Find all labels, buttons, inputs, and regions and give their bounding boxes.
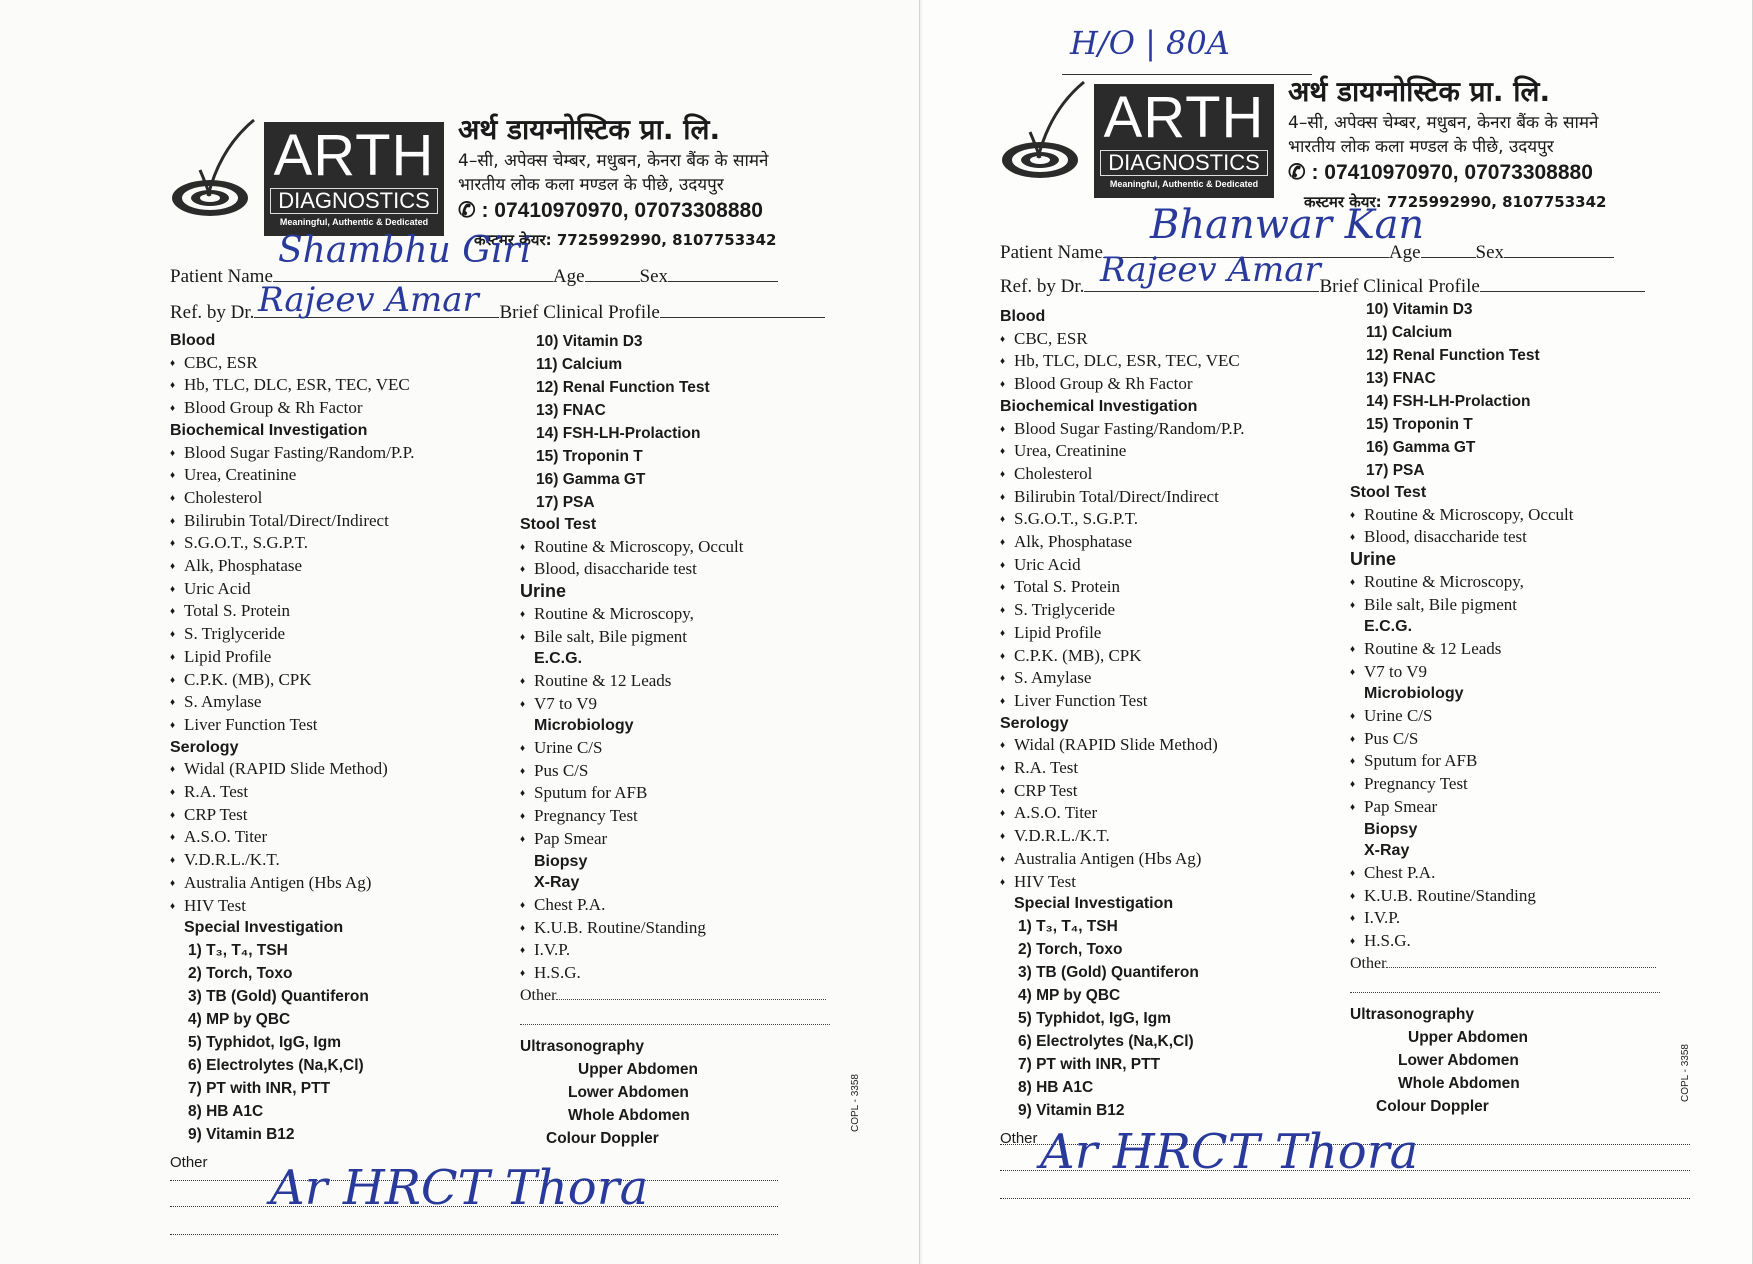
test-item: ♦ Uric Acid: [170, 578, 510, 601]
requisition-form: [170, 110, 870, 1240]
numbered-test: 8) HB A1C: [188, 1102, 264, 1120]
test-item: ♦ R.A. Test: [170, 781, 510, 804]
test-item: ♦ Hb, TLC, DLC, ESR, TEC, VEC: [170, 374, 510, 397]
numbered-test: 4) MP by QBC: [188, 1010, 291, 1028]
test-item: ♦ Bile salt, Bile pigment: [520, 626, 860, 649]
brand-subtitle: DIAGNOSTICS: [1100, 150, 1268, 176]
test-item: ♦ C.P.K. (MB), CPK: [170, 669, 510, 692]
test-item: ♦ Uric Acid: [1000, 554, 1340, 577]
usg-item: Colour Doppler: [1376, 1097, 1489, 1115]
other-label: Other: [1350, 953, 1690, 975]
section-heading: Special Investigation: [184, 919, 344, 937]
test-item: ♦ Hb, TLC, DLC, ESR, TEC, VEC: [1000, 350, 1340, 373]
test-item: ♦ Pregnancy Test: [1350, 773, 1690, 796]
age-label: Age: [552, 266, 585, 287]
test-item: ♦ Pregnancy Test: [520, 805, 860, 828]
test-item: ♦ Routine & Microscopy,: [520, 603, 860, 626]
test-item: ♦ V.D.R.L./K.T.: [170, 849, 510, 872]
test-column-left: [1000, 306, 1340, 1150]
section-heading: Blood: [1000, 308, 1046, 325]
customer-care: कस्टमर केयर: 7725992990, 8107753342: [1304, 193, 1607, 211]
clinical-profile-label: Brief Clinical Profile: [1319, 276, 1480, 297]
other-label: Other: [520, 985, 860, 1007]
test-item: ♦ S.G.O.T., S.G.P.T.: [1000, 508, 1340, 531]
test-item: ♦ Blood, disaccharide test: [520, 558, 860, 581]
patient-name-label: Patient Name: [170, 266, 273, 287]
test-column-right: [520, 330, 860, 1150]
handwritten-ref-doctor: Rajeev Amar: [1100, 250, 1321, 290]
test-item: ♦ Cholesterol: [170, 487, 510, 510]
customer-care: कस्टमर केयर: 7725992990, 8107753342: [474, 231, 777, 249]
handwritten-patient-name: Bhanwar Kan: [1150, 202, 1425, 248]
address-line-2: भारतीय लोक कला मण्डल के पीछे, उदयपुर: [1288, 137, 1554, 157]
test-item: ♦ V7 to V9: [520, 693, 860, 716]
numbered-test: 7) PT with INR, PTT: [188, 1079, 331, 1097]
brand-logo: [1094, 84, 1274, 198]
test-item: ♦ Routine & Microscopy,: [1350, 571, 1690, 594]
section-heading: Serology: [170, 738, 239, 756]
numbered-test: 17) PSA: [536, 494, 595, 511]
numbered-test: 15) Troponin T: [1366, 416, 1473, 433]
brand-tagline: Meaningful, Authentic & Dedicated: [279, 217, 429, 227]
numbered-test: 3) TB (Gold) Quantiferon: [188, 987, 369, 1005]
usg-item: Colour Doppler: [546, 1129, 659, 1147]
test-item: ♦ A.S.O. Titer: [170, 826, 510, 849]
test-item: ♦ R.A. Test: [1000, 757, 1340, 780]
numbered-test: 3) TB (Gold) Quantiferon: [1018, 963, 1199, 981]
phone-icon: ✆: [1288, 161, 1306, 184]
test-item: ♦ Widal (RAPID Slide Method): [170, 758, 510, 781]
test-item: ♦ A.S.O. Titer: [1000, 802, 1340, 825]
address-line-1: 4–सी, अपेक्स चेम्बर, मधुबन, केनरा बैंक के सामने: [1288, 113, 1599, 133]
test-item: ♦ S. Amylase: [170, 691, 510, 714]
section-heading: Ultrasonography: [1350, 1005, 1475, 1023]
handwritten-note: Ar HRCT Thora: [1040, 1124, 1419, 1180]
section-heading: E.C.G.: [1364, 618, 1413, 636]
test-item: ♦ Liver Function Test: [170, 714, 510, 737]
test-item: ♦ CRP Test: [170, 804, 510, 827]
handwritten-ref-doctor: Rajeev Amar: [258, 280, 479, 320]
numbered-test: 1) T₃, T₄, TSH: [1018, 917, 1118, 935]
numbered-test: 1) T₃, T₄, TSH: [188, 941, 288, 959]
section-heading: X-Ray: [534, 874, 580, 892]
brand-title: ARTH: [1103, 85, 1265, 150]
sex-label: Sex: [639, 266, 669, 287]
address-line-2: भारतीय लोक कला मण्डल के पीछे, उदयपुर: [458, 175, 724, 195]
test-item: ♦ CBC, ESR: [1000, 328, 1340, 351]
right-slip: [922, 0, 1753, 1264]
test-item: ♦ S.G.O.T., S.G.P.T.: [170, 532, 510, 555]
test-item: ♦ Urea, Creatinine: [1000, 440, 1340, 463]
test-item: ♦ H.S.G.: [1350, 930, 1690, 953]
numbered-test: 10) Vitamin D3: [1366, 301, 1473, 318]
section-heading: Urine: [1350, 549, 1397, 570]
brand-logo: [264, 122, 444, 236]
ref-doctor-row: [1000, 276, 1645, 298]
target-logo-icon: [170, 118, 256, 218]
test-item: ♦ K.U.B. Routine/Standing: [1350, 885, 1690, 908]
numbered-test: 13) FNAC: [1366, 370, 1436, 387]
test-item: ♦ Urea, Creatinine: [170, 464, 510, 487]
handwritten-patient-name: Shambhu Giri: [278, 230, 532, 271]
test-item: ♦ Sputum for AFB: [1350, 750, 1690, 773]
usg-item: Whole Abdomen: [568, 1106, 690, 1124]
usg-item: Whole Abdomen: [1398, 1074, 1520, 1092]
brand-title: ARTH: [273, 123, 435, 188]
test-item: ♦ CBC, ESR: [170, 352, 510, 375]
other-label: Other: [170, 1153, 208, 1171]
test-item: ♦ Routine & 12 Leads: [520, 670, 860, 693]
numbered-test: 8) HB A1C: [1018, 1078, 1094, 1096]
numbered-test: 5) Typhidot, IgG, Igm: [1018, 1009, 1171, 1027]
test-item: ♦ Urine C/S: [1350, 705, 1690, 728]
test-item: ♦ C.P.K. (MB), CPK: [1000, 645, 1340, 668]
test-item: ♦ Routine & Microscopy, Occult: [520, 536, 860, 559]
test-item: ♦ Urine C/S: [520, 737, 860, 760]
form-code: COPL - 3358: [850, 1074, 861, 1132]
test-item: ♦ I.V.P.: [520, 939, 860, 962]
clinical-profile-label: Brief Clinical Profile: [499, 302, 660, 323]
patient-name-label: Patient Name: [1000, 242, 1103, 263]
test-item: ♦ CRP Test: [1000, 780, 1340, 803]
form-code: COPL - 3358: [1680, 1044, 1691, 1102]
numbered-test: 6) Electrolytes (Na,K,Cl): [188, 1056, 364, 1074]
section-heading: E.C.G.: [534, 650, 583, 668]
numbered-test: 2) Torch, Toxo: [1018, 940, 1123, 958]
numbered-test: 9) Vitamin B12: [188, 1125, 295, 1143]
sex-label: Sex: [1475, 242, 1505, 263]
test-item: ♦ Routine & 12 Leads: [1350, 638, 1690, 661]
numbered-test: 11) Calcium: [536, 356, 623, 373]
test-item: ♦ Alk, Phosphatase: [1000, 531, 1340, 554]
test-item: ♦ Bilirubin Total/Direct/Indirect: [1000, 486, 1340, 509]
section-heading: Blood: [170, 332, 216, 349]
test-column-left: [170, 330, 510, 1174]
test-item: ♦ Australia Antigen (Hbs Ag): [170, 872, 510, 895]
test-item: ♦ Blood Group & Rh Factor: [1000, 373, 1340, 396]
test-item: ♦ Chest P.A.: [520, 894, 860, 917]
section-heading: Biochemical Investigation: [1000, 397, 1198, 415]
usg-item: Upper Abdomen: [1408, 1028, 1528, 1046]
brand-tagline: Meaningful, Authentic & Dedicated: [1109, 179, 1259, 189]
numbered-test: 12) Renal Function Test: [1366, 347, 1540, 364]
test-item: ♦ Blood Sugar Fasting/Random/P.P.: [1000, 418, 1340, 441]
numbered-test: 13) FNAC: [536, 402, 606, 419]
test-item: ♦ HIV Test: [170, 895, 510, 918]
test-item: ♦ Alk, Phosphatase: [170, 555, 510, 578]
section-heading: Stool Test: [1350, 484, 1427, 501]
numbered-test: 10) Vitamin D3: [536, 333, 643, 350]
address-line-1: 4–सी, अपेक्स चेम्बर, मधुबन, केनरा बैंक के सामने: [458, 151, 769, 171]
numbered-test: 17) PSA: [1366, 462, 1425, 479]
numbered-test: 5) Typhidot, IgG, Igm: [188, 1033, 341, 1051]
test-item: ♦ V7 to V9: [1350, 661, 1690, 684]
ref-by-label: Ref. by Dr.: [1000, 276, 1085, 297]
test-column-right: [1350, 298, 1690, 1118]
test-item: ♦ Australia Antigen (Hbs Ag): [1000, 848, 1340, 871]
section-heading: Biopsy: [1364, 820, 1418, 838]
company-name-hindi: अर्थ डायग्नोस्टिक प्रा. लि.: [458, 113, 721, 146]
phone-icon: ✆: [458, 199, 476, 222]
target-logo-icon: [1000, 80, 1086, 180]
other-label: Other: [1000, 1129, 1038, 1147]
section-heading: Biopsy: [534, 852, 588, 870]
section-heading: Ultrasonography: [520, 1037, 645, 1055]
test-item: ♦ Pap Smear: [520, 828, 860, 851]
handwritten-top-note: H/O | 80A: [1070, 24, 1230, 62]
brand-subtitle: DIAGNOSTICS: [270, 188, 438, 214]
numbered-test: 11) Calcium: [1366, 324, 1453, 341]
test-item: ♦ S. Triglyceride: [170, 623, 510, 646]
phone-numbers: ✆ : 07410970970, 07073308880: [458, 199, 763, 222]
usg-item: Lower Abdomen: [1398, 1051, 1519, 1069]
section-heading: Microbiology: [1364, 685, 1464, 703]
test-item: ♦ Pap Smear: [1350, 796, 1690, 819]
test-item: ♦ K.U.B. Routine/Standing: [520, 917, 860, 940]
numbered-test: 9) Vitamin B12: [1018, 1101, 1125, 1119]
test-item: ♦ Blood Sugar Fasting/Random/P.P.: [170, 442, 510, 465]
company-name-hindi: अर्थ डायग्नोस्टिक प्रा. लि.: [1288, 75, 1551, 108]
requisition-form: [1000, 72, 1700, 1202]
test-item: ♦ Chest P.A.: [1350, 862, 1690, 885]
numbered-test: 4) MP by QBC: [1018, 986, 1121, 1004]
section-heading: Urine: [520, 581, 567, 602]
numbered-test: 7) PT with INR, PTT: [1018, 1055, 1161, 1073]
test-item: ♦ Lipid Profile: [170, 646, 510, 669]
test-item: ♦ S. Triglyceride: [1000, 599, 1340, 622]
age-label: Age: [1388, 242, 1421, 263]
test-item: ♦ HIV Test: [1000, 871, 1340, 894]
test-item: ♦ Blood Group & Rh Factor: [170, 397, 510, 420]
test-item: ♦ Sputum for AFB: [520, 782, 860, 805]
test-item: ♦ V.D.R.L./K.T.: [1000, 825, 1340, 848]
ref-by-label: Ref. by Dr.: [170, 302, 255, 323]
test-item: ♦ Liver Function Test: [1000, 690, 1340, 713]
test-item: ♦ Cholesterol: [1000, 463, 1340, 486]
numbered-test: 15) Troponin T: [536, 448, 643, 465]
numbered-test: 12) Renal Function Test: [536, 379, 710, 396]
handwritten-note: Ar HRCT Thora: [270, 1160, 649, 1216]
section-heading: Serology: [1000, 714, 1069, 732]
test-item: ♦ Total S. Protein: [1000, 576, 1340, 599]
test-item: ♦ Total S. Protein: [170, 600, 510, 623]
test-item: ♦ S. Amylase: [1000, 667, 1340, 690]
test-item: ♦ Routine & Microscopy, Occult: [1350, 504, 1690, 527]
test-item: ♦ H.S.G.: [520, 962, 860, 985]
section-heading: X-Ray: [1364, 842, 1410, 860]
test-item: ♦ I.V.P.: [1350, 907, 1690, 930]
usg-item: Upper Abdomen: [578, 1060, 698, 1078]
test-item: ♦ Blood, disaccharide test: [1350, 526, 1690, 549]
section-heading: Stool Test: [520, 516, 597, 533]
section-heading: Biochemical Investigation: [170, 421, 368, 439]
test-item: ♦ Bilirubin Total/Direct/Indirect: [170, 510, 510, 533]
numbered-test: 14) FSH-LH-Prolaction: [1366, 393, 1531, 410]
test-item: ♦ Pus C/S: [1350, 728, 1690, 751]
numbered-test: 16) Gamma GT: [536, 471, 646, 488]
numbered-test: 14) FSH-LH-Prolaction: [536, 425, 701, 442]
numbered-test: 16) Gamma GT: [1366, 439, 1476, 456]
test-item: ♦ Widal (RAPID Slide Method): [1000, 734, 1340, 757]
section-heading: Microbiology: [534, 717, 634, 735]
numbered-test: 2) Torch, Toxo: [188, 964, 293, 982]
test-item: ♦ Bile salt, Bile pigment: [1350, 594, 1690, 617]
numbered-test: 6) Electrolytes (Na,K,Cl): [1018, 1032, 1194, 1050]
test-item: ♦ Lipid Profile: [1000, 622, 1340, 645]
section-heading: Special Investigation: [1014, 895, 1174, 913]
test-item: ♦ Pus C/S: [520, 760, 860, 783]
usg-item: Lower Abdomen: [568, 1083, 689, 1101]
phone-numbers: ✆ : 07410970970, 07073308880: [1288, 161, 1593, 184]
